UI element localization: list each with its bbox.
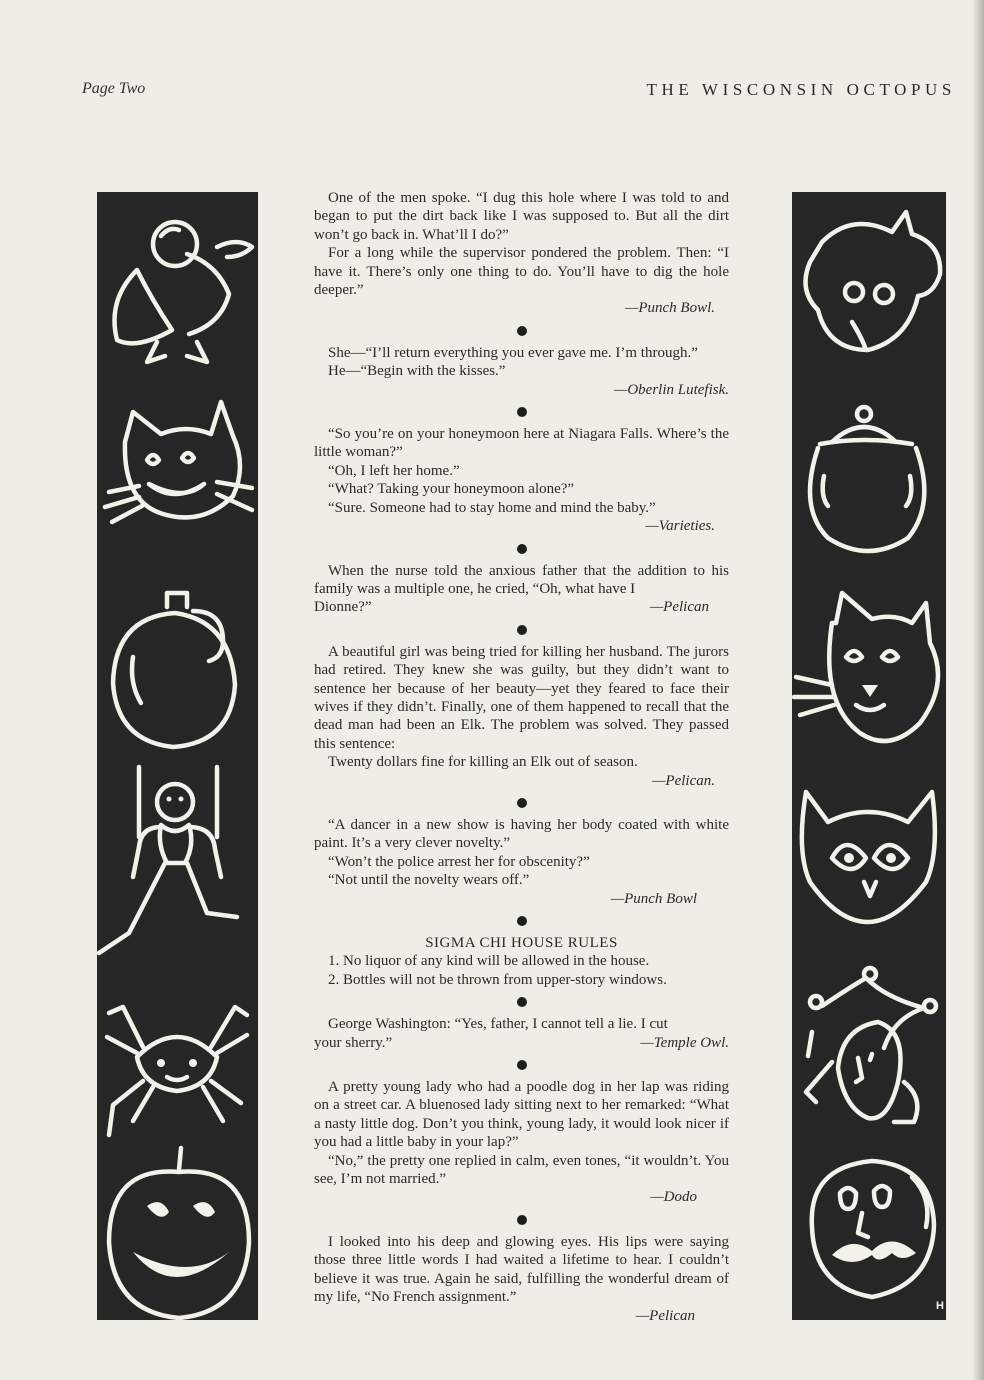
joke-paragraph: “Not until the novelty wears off.” (328, 872, 530, 889)
joke-source: —Pelican. (652, 772, 715, 789)
joke-last-line (314, 598, 729, 616)
separator-bullet (517, 1215, 527, 1225)
page-edge-shadow (972, 0, 984, 1380)
joke-item (314, 1078, 729, 1207)
joke-paragraph: “So you’re on your honeymoon here at Niagara Falls. Where’s the little woman?” (314, 426, 729, 461)
page-number: Page Two (82, 80, 146, 97)
house-rules-heading: SIGMA CHI HOUSE RULES (425, 935, 618, 951)
artist-monogram: H (936, 1300, 944, 1312)
joke-item (314, 643, 729, 790)
joke-item (314, 1015, 729, 1052)
separator-bullet (517, 1060, 527, 1070)
joke-source: —Pelican (635, 1307, 695, 1324)
jug-icon (113, 593, 235, 747)
separator-bullet (517, 326, 527, 336)
separator-bullet (517, 544, 527, 554)
joke-paragraph: One of the men spoke. “I dug this hole where I was told to and began to put the dirt back like I was supposed to. But all the dirt won’t go back in. What’ll I do?” (314, 190, 729, 243)
separator-bullet (517, 407, 527, 417)
joke-last-line-text: Dionne?” (314, 599, 372, 616)
joke-item (314, 344, 729, 399)
house-rule-item: 1. No liquor of any kind will be allowed in the house. (328, 953, 650, 970)
separator-bullet (517, 997, 527, 1007)
pumpkin-icon (109, 1148, 249, 1318)
joke-paragraph: A pretty young lady who had a poodle dog in her lap was riding on a street car. A bluenosed lady sitting next to her remarked: “What a nasty little dog. Don’t you think, young lady, it would look nicer if you had a little baby in your lap?” (314, 1079, 729, 1151)
joke-source: —Temple Owl. (640, 1034, 729, 1051)
right-decorative-strip (792, 192, 946, 1320)
joke-paragraph: She—“I’ll return everything you ever gave me. I’m through.” (328, 344, 698, 361)
joke-paragraph: “Sure. Someone had to stay home and mind the baby.” (328, 499, 656, 516)
face-icon (806, 212, 941, 350)
jester-icon (806, 968, 936, 1122)
owl-icon (802, 792, 935, 922)
joke-paragraph: A beautiful girl was being tried for killing her husband. The jurors had retired. They knew she was guilty, but they didn’t want to sentence her because of her beauty—yet they feared to face their wives if they didn’t. Finally, one of them happened to recall that the dead man had been an Elk. The problem was solved. They passed this sentence: (314, 643, 729, 752)
joke-source: —Punch Bowl (610, 890, 697, 907)
joke-item (314, 1233, 729, 1325)
joke-last-line (314, 1034, 729, 1052)
dancer-icon (99, 767, 237, 953)
separator-bullet (517, 916, 527, 926)
joke-item (314, 562, 729, 617)
joke-paragraph: He—“Begin with the kisses.” (328, 363, 506, 380)
joke-paragraph: When the nurse told the anxious father that the addition to his family was a multiple one, he cried, “Oh, what have I (314, 562, 729, 597)
house-rule-item: 2. Bottles will not be thrown from upper-story windows. (328, 971, 667, 988)
joke-paragraph: “No,” the pretty one replied in calm, even tones, “it wouldn’t. You see, I’m not married.” (314, 1152, 729, 1188)
joke-paragraph: I looked into his deep and glowing eyes. His lips were saying those three little words I had waited a lifetime to hear. I couldn’t believe it was true. Again he said, fulfilling the wonderful dream of my life, “No French assignment.” (314, 1233, 729, 1306)
joke-source: —Oberlin Lutefisk. (614, 381, 729, 398)
joke-column (314, 189, 729, 1325)
house-rules (314, 934, 729, 989)
bird-icon (115, 222, 253, 362)
crab-icon (107, 1007, 247, 1135)
joke-paragraph: “Oh, I left her home.” (328, 462, 460, 479)
left-decorative-strip (97, 192, 258, 1320)
pot-icon (810, 407, 924, 551)
joke-paragraph: “What? Taking your honeymoon alone?” (328, 481, 575, 498)
joke-source: —Varieties. (645, 518, 715, 535)
separator-bullet (517, 798, 527, 808)
tiger-icon (794, 593, 938, 741)
mustache-face-icon (812, 1161, 934, 1297)
joke-item (314, 816, 729, 908)
joke-item (314, 189, 729, 318)
joke-paragraph: George Washington: “Yes, father, I cannot tell a lie. I cut (328, 1016, 668, 1033)
joke-item (314, 425, 729, 535)
separator-bullet (517, 625, 527, 635)
joke-last-line-text: your sherry.” (314, 1034, 393, 1051)
joke-paragraph: For a long while the supervisor pondered the problem. Then: “I have it. There’s only one thing to do. You’ll have to dig the hole deeper.” (314, 245, 729, 299)
joke-source: —Punch Bowl. (625, 300, 715, 317)
joke-source: —Dodo (650, 1189, 697, 1206)
magazine-title: THE WISCONSIN OCTOPUS (646, 80, 956, 99)
joke-paragraph: “A dancer in a new show is having her body coated with white paint. It’s a very clever novelty.” (314, 816, 729, 852)
joke-paragraph: Twenty dollars fine for killing an Elk out of season. (328, 754, 638, 771)
joke-source: —Pelican (649, 599, 709, 616)
cat-icon (105, 402, 252, 522)
joke-paragraph: “Won’t the police arrest her for obscenity?” (328, 853, 590, 870)
